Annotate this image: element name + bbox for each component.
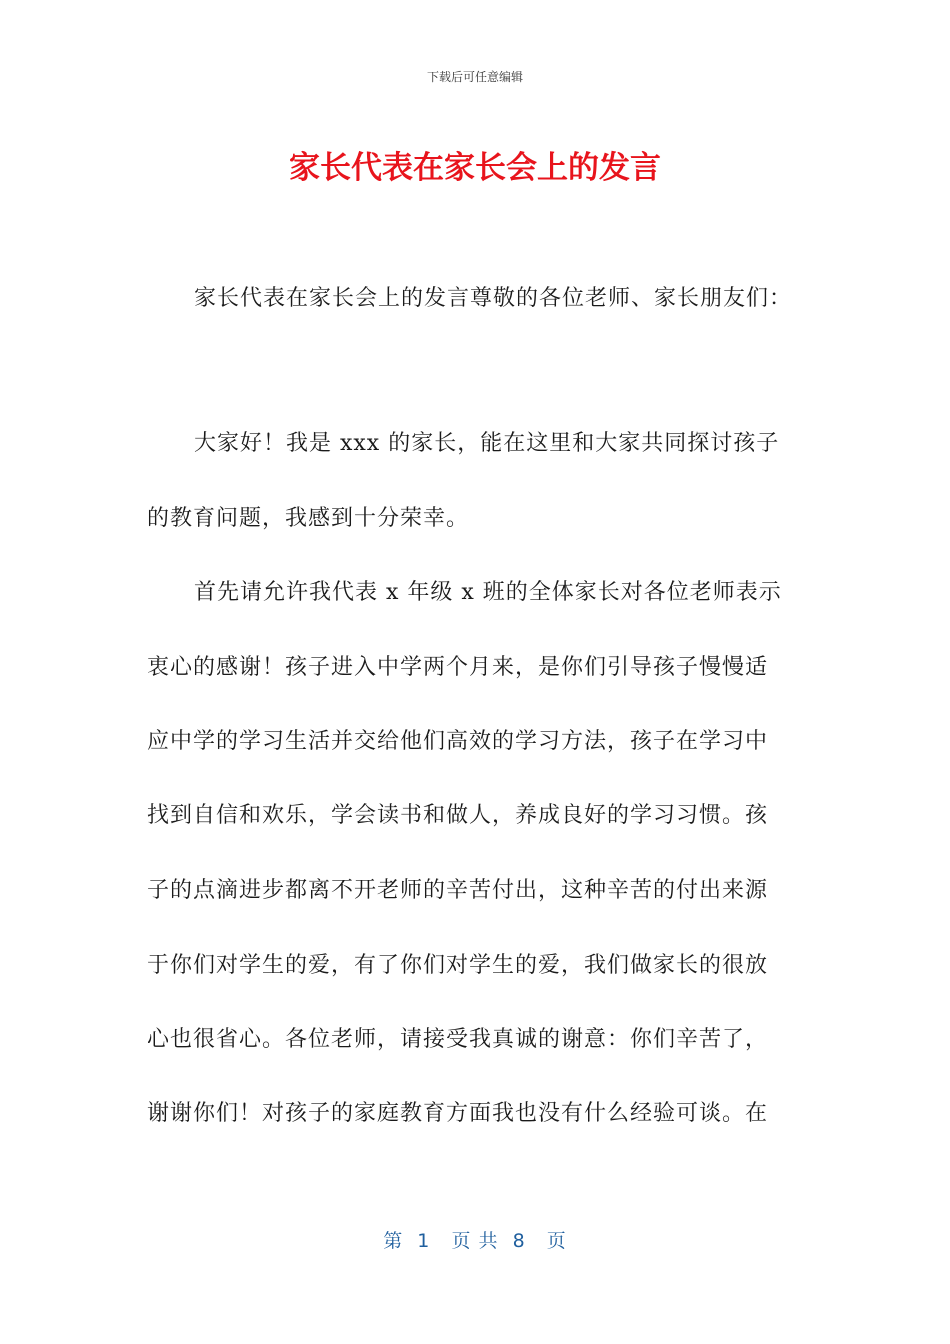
- paragraph-line: 于你们对学生的爱，有了你们对学生的爱，我们做家长的很放: [147, 953, 769, 978]
- paragraph-line: 的教育问题，我感到十分荣幸。: [147, 506, 470, 531]
- document-title: 家长代表在家长会上的发言: [289, 150, 661, 186]
- paragraph-line: 首先请允许我代表 x 年级 x 班的全体家长对各位老师表示: [194, 580, 782, 605]
- paragraph-line: 子的点滴进步都离不开老师的辛苦付出，这种辛苦的付出来源: [147, 878, 769, 903]
- paragraph-line: 心也很省心。各位老师，请接受我真诚的谢意：你们辛苦了，: [147, 1027, 769, 1052]
- page-number-footer: 第 1 页 共 8 页: [383, 1230, 567, 1252]
- paragraph-line: 大家好！我是 xxx 的家长，能在这里和大家共同探讨孩子: [194, 431, 780, 456]
- paragraph-line: 家长代表在家长会上的发言尊敬的各位老师、家长朋友们：: [194, 286, 793, 311]
- paragraph-line: 找到自信和欢乐，学会读书和做人，养成良好的学习习惯。孩: [147, 803, 769, 828]
- paragraph-line: 衷心的感谢！孩子进入中学两个月来，是你们引导孩子慢慢适: [147, 655, 769, 680]
- paragraph-line: 应中学的学习生活并交给他们高效的学习方法，孩子在学习中: [147, 729, 769, 754]
- page-header-note: 下载后可任意编辑: [426, 70, 523, 84]
- paragraph-line: 谢谢你们！对孩子的家庭教育方面我也没有什么经验可谈。在: [147, 1101, 769, 1126]
